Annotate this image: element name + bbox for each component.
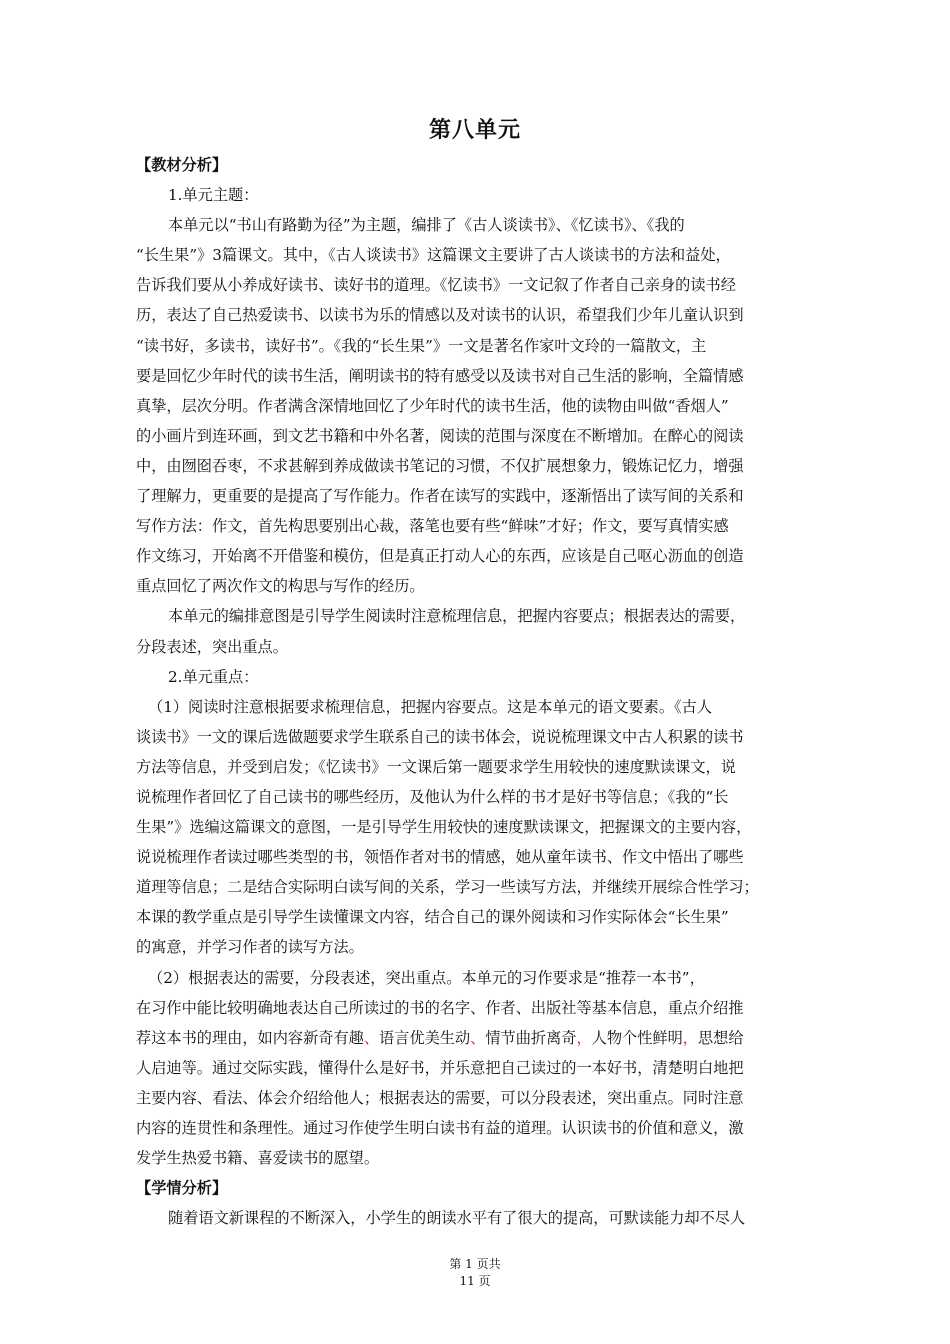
text-line: 作文练习，开始离不开借鉴和模仿，但是真正打动人心的东西，应该是自己呕心沥血的创造	[136, 547, 744, 566]
text-line: 要是回忆少年时代的读书生活，阐明读书的特有感受以及读书对自己生活的影响，全篇情感	[136, 366, 744, 385]
text-line: 分段表述，突出重点。	[136, 637, 288, 656]
paragraph-theme	[136, 210, 816, 601]
paragraph-focus-1	[136, 692, 816, 963]
text-line: 真挚，层次分明。作者满含深情地回忆了少年时代的读书生活，他的读物由叫做“香烟人”	[136, 396, 729, 415]
text-line-with-highlight	[136, 1023, 816, 1053]
highlight-mark: ，	[682, 1028, 698, 1047]
text-line: 的寓意，并学习作者的读写方法。	[136, 938, 364, 957]
text-line: 本单元以“书山有路勤为径”为主题，编排了《古人谈读书》、《忆读书》、《我的	[168, 216, 685, 235]
text-line: “长生果”》3篇课文。其中，《古人谈读书》这篇课文主要讲了古人谈读书的方法和益处，	[136, 246, 731, 265]
text-line: 写作方法：作文，首先构思要别出心裁，落笔也要有些“鲜味”才好；作文，要写真情实感	[136, 517, 729, 536]
text-line: （1）阅读时注意根据要求梳理信息，把握内容要点。这是本单元的语文要素。《古人	[148, 697, 713, 716]
text-line: 方法等信息，并受到启发；《忆读书》一文课后第一题要求学生用较快的速度默读课文，说	[136, 757, 736, 776]
section-heading-student-analysis: 【学情分析】	[136, 1179, 228, 1198]
text-run: 人物个性鲜明	[591, 1028, 683, 1047]
highlight-mark: 、	[470, 1028, 486, 1047]
text-line: “读书好，多读书，读好书”。《我的“长生果”》一文是著名作家叶文玲的一篇散文，主	[136, 336, 707, 355]
text-line: 历，表达了自己热爱读书、以读书为乐的情感以及对读书的认识，希望我们少年儿童认识到	[136, 306, 744, 325]
page-footer-line2: 11 页	[459, 1274, 491, 1288]
text-line: 在习作中能比较明确地表达自己所读过的书的名字、作者、出版社等基本信息，重点介绍推	[136, 998, 744, 1017]
text-line: 本单元的编排意图是引导学生阅读时注意梳理信息，把握内容要点；根据表达的需要，	[168, 607, 746, 626]
text-line: 生果”》选编这篇课文的意图，一是引导学生用较快的速度默读课文，把握课文的主要内容，	[136, 818, 752, 837]
text-line: 中，由囫囵吞枣，不求甚解到养成做读书笔记的习惯，不仅扩展想象力，锻炼记忆力，增强	[136, 456, 744, 475]
document-body	[136, 150, 816, 1233]
text-line: 人启迪等。通过交际实践，懂得什么是好书，并乐意把自己读过的一本好书，清楚明白地把	[136, 1058, 744, 1077]
text-line: 重点回忆了两次作文的构思与写作的经历。	[136, 577, 425, 596]
highlight-mark: 、	[363, 1028, 379, 1047]
text-line: 了理解力，更重要的是提高了写作能力。作者在读写的实践中，逐渐悟出了读写间的关系和	[136, 487, 744, 506]
text-run: 荐这本书的理由，如内容新奇有趣	[136, 1028, 364, 1047]
paragraph-focus-2	[136, 963, 816, 1174]
text-run: 思想给	[697, 1028, 744, 1047]
section-heading-textbook-analysis: 【教材分析】	[136, 156, 228, 174]
paragraph-intent	[136, 601, 816, 661]
subheading-unit-theme: 1.单元主题：	[168, 186, 259, 205]
text-run: 语言优美生动	[379, 1028, 471, 1047]
text-line: 本课的教学重点是引导学生读懂课文内容，结合自己的课外阅读和习作实际体会“长生果”	[136, 908, 729, 927]
text-run: 情节曲折离奇	[485, 1028, 577, 1047]
highlight-mark: ，	[576, 1028, 592, 1047]
text-line: 说梳理作者回忆了自己读书的哪些经历，及他认为什么样的书才是好书等信息；《我的“长	[136, 787, 729, 806]
page-title: 第八单元	[428, 118, 521, 143]
text-line: 内容的连贯性和条理性。通过习作使学生明白读书有益的道理。认识读书的价值和意义，激	[136, 1119, 744, 1137]
text-line: 主要内容、看法、体会介绍给他人；根据表达的需要，可以分段表述，突出重点。同时注意	[136, 1088, 744, 1107]
text-line: 道理等信息；二是结合实际明白读写间的关系，学习一些读写方法，并继续开展综合性学习；	[136, 878, 759, 897]
text-line: 的小画片到连环画，到文艺书籍和中外名著，阅读的范围与深度在不断增加。在醉心的阅读	[136, 426, 744, 445]
text-line: 告诉我们要从小养成好读书、读好书的道理。《忆读书》一文记叙了作者自己亲身的读书经	[136, 276, 736, 295]
page-footer-line1: 第 1 页共	[449, 1257, 501, 1271]
text-line: 随着语文新课程的不断深入，小学生的朗读水平有了很大的提高，可默读能力却不尽人	[168, 1209, 746, 1228]
text-line: 谈读书》一文的课后选做题要求学生联系自己的读书体会，说说梳理课文中古人积累的读书	[136, 727, 744, 746]
text-line: 说说梳理作者读过哪些类型的书，领悟作者对书的情感，她从童年读书、作文中悟出了哪些	[136, 848, 744, 867]
text-line: （2）根据表达的需要，分段表述，突出重点。本单元的习作要求是“推荐一本书”，	[148, 968, 705, 987]
text-line: 发学生热爱书籍、喜爱读书的愿望。	[136, 1149, 379, 1168]
subheading-unit-focus: 2.单元重点：	[168, 667, 259, 686]
